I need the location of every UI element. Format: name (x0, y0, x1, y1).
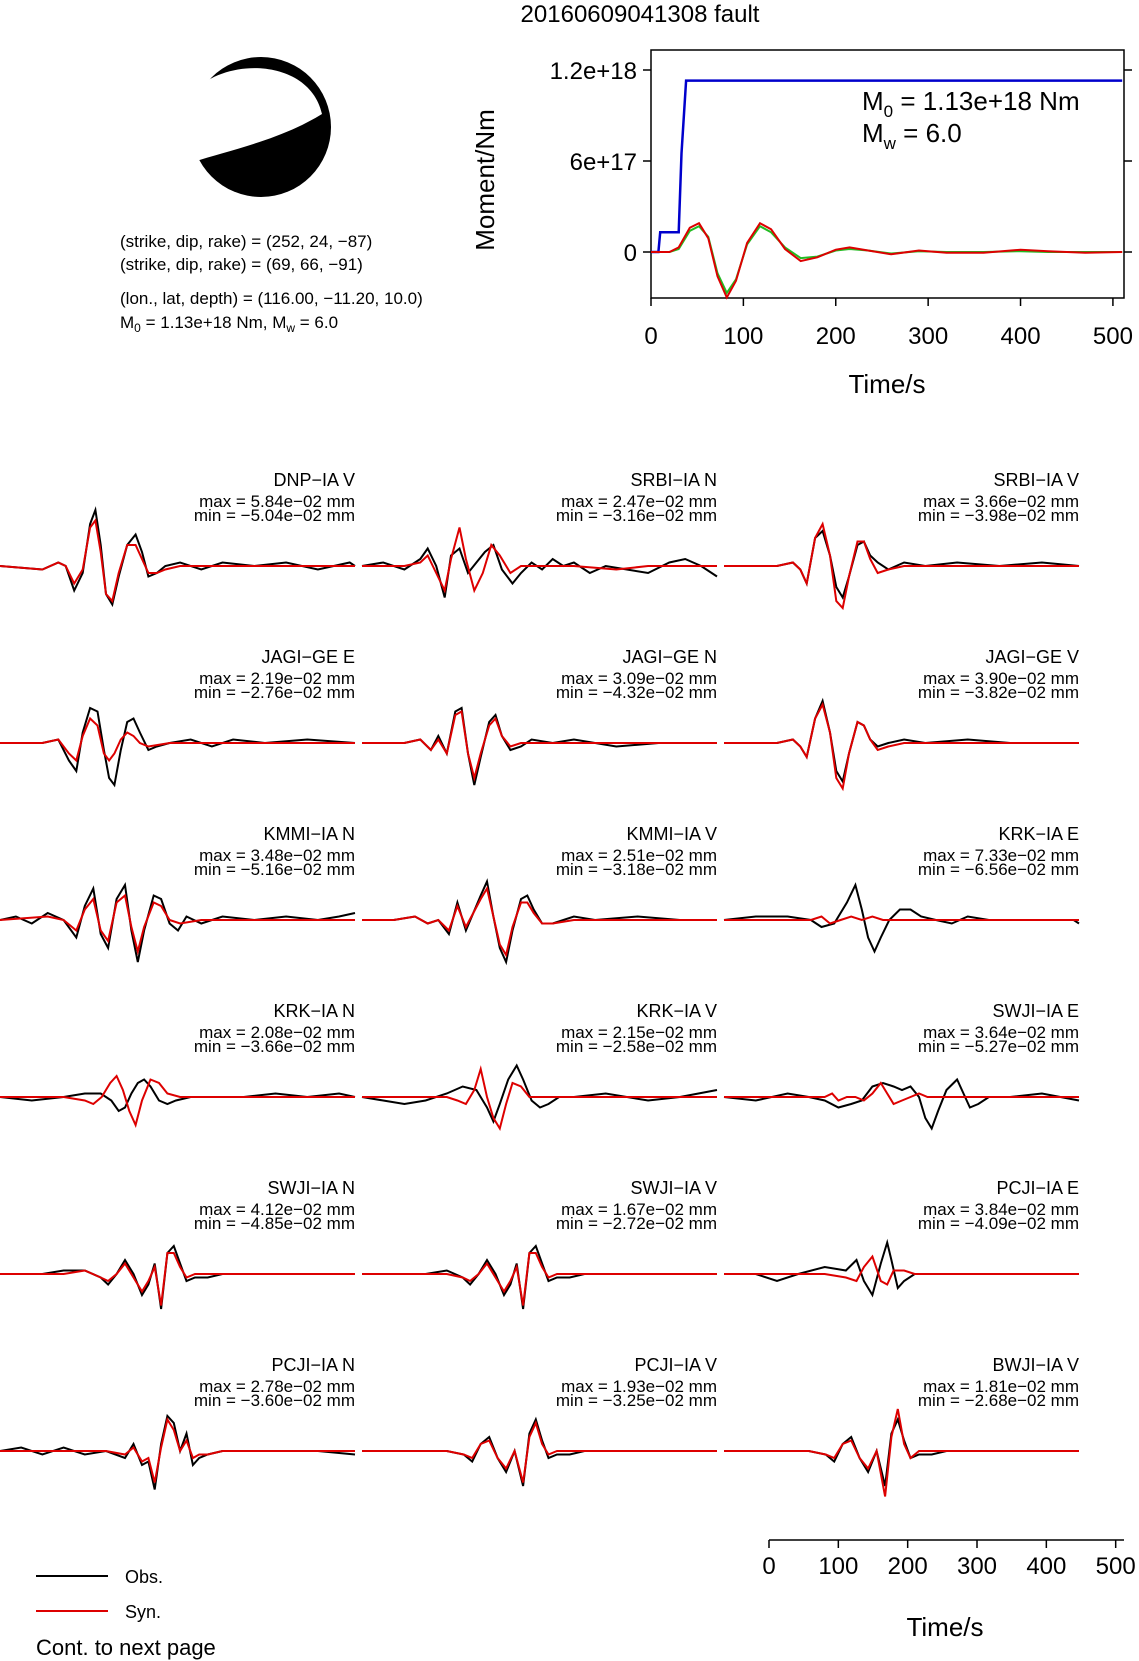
moment-series-1 (651, 226, 1122, 293)
station-min: min = −6.56e−02 mm (917, 860, 1079, 879)
waveform-panel (0, 1178, 355, 1309)
mechanism-line-3: (lon., lat, depth) = (116.00, −11.20, 10.0) (120, 289, 423, 308)
station-max: max = 2.78e−02 mm (199, 1377, 355, 1396)
figure-title: 20160609041308 fault (520, 1, 760, 28)
synthetic-trace (362, 889, 717, 956)
waveform-panel (362, 470, 717, 598)
moment-series-2 (651, 223, 1122, 297)
waveform-panel (362, 1178, 717, 1309)
legend-obs-label: Obs. (125, 1567, 164, 1587)
waveform-xtick-label: 200 (887, 1553, 928, 1580)
mw-label: $M_w = 6.0$ (862, 118, 962, 153)
station-min: min = −3.82e−02 mm (917, 683, 1079, 702)
moment-ylabel: Moment/Nm (470, 109, 500, 251)
station-min: min = −4.85e−02 mm (193, 1214, 355, 1233)
station-name: SWJI−IA V (630, 1178, 717, 1198)
observed-trace (362, 545, 717, 598)
synthetic-trace (724, 705, 1079, 789)
station-min: min = −5.16e−02 mm (193, 860, 355, 879)
station-min: min = −3.25e−02 mm (555, 1391, 717, 1410)
observed-trace (724, 885, 1079, 952)
station-min: min = −3.18e−02 mm (555, 860, 717, 879)
observed-trace (0, 1416, 355, 1490)
station-min: min = −5.04e−02 mm (193, 506, 355, 525)
station-min: min = −2.72e−02 mm (555, 1214, 717, 1233)
moment-xlabel: Time/s (848, 369, 926, 399)
observed-trace (362, 708, 717, 785)
footer-note: Cont. to next page (36, 1635, 216, 1660)
waveform-panel (0, 470, 355, 605)
moment-xtick-label: 200 (815, 323, 856, 350)
station-min: min = −2.76e−02 mm (193, 683, 355, 702)
moment-xtick-label: 0 (644, 323, 658, 350)
station-max: max = 4.12e−02 mm (199, 1200, 355, 1219)
moment-xtick-label: 400 (1000, 323, 1041, 350)
station-min: min = −5.27e−02 mm (917, 1037, 1079, 1056)
station-name: KRK−IA E (998, 824, 1079, 844)
station-min: min = −3.98e−02 mm (917, 506, 1079, 525)
station-max: max = 3.48e−02 mm (199, 846, 355, 865)
station-max: max = 3.84e−02 mm (923, 1200, 1079, 1219)
synthetic-trace (362, 712, 717, 779)
synthetic-trace (0, 896, 355, 952)
waveform-xtick-label: 300 (956, 1553, 998, 1580)
waveform-panel (724, 824, 1079, 952)
waveform-time-axis (762, 1540, 1135, 1642)
station-name: SRBI−IA N (630, 470, 717, 490)
synthetic-trace (0, 521, 355, 602)
station-name: SWJI−IA E (992, 1001, 1079, 1021)
station-min: min = −2.58e−02 mm (555, 1037, 717, 1056)
waveform-grid (0, 470, 1079, 1497)
waveform-xtick-label: 0 (762, 1553, 776, 1580)
observed-trace (724, 531, 1079, 598)
station-max: max = 3.66e−02 mm (923, 492, 1079, 511)
station-min: min = −4.32e−02 mm (555, 683, 717, 702)
waveform-panel (724, 1178, 1079, 1295)
synthetic-trace (724, 1083, 1079, 1104)
observed-trace (724, 1243, 1079, 1296)
station-name: KMMI−IA N (263, 824, 355, 844)
station-max: max = 3.90e−02 mm (923, 669, 1079, 688)
station-name: DNP−IA V (273, 470, 355, 490)
synthetic-trace (724, 1409, 1079, 1497)
station-name: PCJI−IA V (634, 1355, 717, 1375)
synthetic-trace (724, 524, 1079, 608)
waveform-panel (0, 1001, 355, 1125)
waveform-panel (724, 1355, 1079, 1497)
station-max: max = 3.09e−02 mm (561, 669, 717, 688)
moment-ytick-label: 1.2e+18 (549, 58, 637, 85)
station-min: min = −4.09e−02 mm (917, 1214, 1079, 1233)
station-name: KRK−IA V (636, 1001, 717, 1021)
waveform-panel (0, 824, 355, 962)
observed-trace (0, 1246, 355, 1309)
station-name: KMMI−IA V (626, 824, 717, 844)
synthetic-trace (724, 917, 1079, 924)
station-max: max = 2.08e−02 mm (199, 1023, 355, 1042)
station-max: max = 7.33e−02 mm (923, 846, 1079, 865)
moment-ytick-label: 6e+17 (569, 149, 637, 176)
observed-trace (362, 1420, 717, 1487)
waveform-panel (362, 647, 717, 785)
moment-xtick-label: 100 (723, 323, 764, 350)
station-name: PCJI−IA E (996, 1178, 1079, 1198)
synthetic-trace (0, 1253, 355, 1306)
station-min: min = −3.60e−02 mm (193, 1391, 355, 1410)
station-min: min = −3.66e−02 mm (193, 1037, 355, 1056)
waveform-xlabel: Time/s (906, 1612, 984, 1642)
synthetic-trace (362, 528, 717, 591)
station-max: max = 3.64e−02 mm (923, 1023, 1079, 1042)
mechanism-text (120, 232, 423, 335)
waveform-panel (0, 1355, 355, 1490)
station-min: min = −3.16e−02 mm (555, 506, 717, 525)
station-name: BWJI−IA V (992, 1355, 1079, 1375)
waveform-xtick-label: 500 (1095, 1553, 1136, 1580)
observed-trace (362, 1246, 717, 1309)
waveform-panel (362, 1355, 717, 1486)
observed-trace (724, 701, 1079, 782)
mechanism-line-4: $M_0 = 1.13e+18$ Nm, $M_w = 6.0$ (120, 313, 339, 335)
waveform-xtick-label: 100 (818, 1553, 859, 1580)
moment-rate-plot (470, 50, 1133, 399)
waveform-panel (362, 1001, 717, 1129)
legend (36, 1567, 163, 1622)
waveform-panel (724, 470, 1079, 608)
mechanism-line-2: (strike, dip, rake) = (69, 66, −91) (120, 255, 363, 274)
station-max: max = 1.67e−02 mm (561, 1200, 717, 1219)
station-name: KRK−IA N (273, 1001, 355, 1021)
station-name: JAGI−GE N (622, 647, 717, 667)
observed-trace (362, 1066, 717, 1122)
beachball (187, 57, 331, 197)
moment-xtick-label: 300 (908, 323, 949, 350)
observed-trace (724, 1080, 1079, 1129)
station-max: max = 5.84e−02 mm (199, 492, 355, 511)
station-name: JAGI−GE V (985, 647, 1079, 667)
station-name: PCJI−IA N (271, 1355, 355, 1375)
station-name: SRBI−IA V (993, 470, 1079, 490)
station-max: max = 2.51e−02 mm (561, 846, 717, 865)
mechanism-line-1: (strike, dip, rake) = (252, 24, −87) (120, 232, 373, 251)
waveform-panel (0, 647, 355, 785)
station-max: max = 2.47e−02 mm (561, 492, 717, 511)
observed-trace (0, 708, 355, 785)
station-min: min = −2.68e−02 mm (917, 1391, 1079, 1410)
waveform-panel (724, 647, 1079, 789)
station-name: SWJI−IA N (267, 1178, 355, 1198)
moment-xtick-label: 500 (1092, 323, 1133, 350)
synthetic-trace (362, 1253, 717, 1306)
station-name: JAGI−GE E (261, 647, 355, 667)
waveform-panel (724, 1001, 1079, 1129)
m0-label: $M_0 = 1.13e+18$ Nm (862, 86, 1080, 121)
station-max: max = 1.93e−02 mm (561, 1377, 717, 1396)
station-max: max = 1.81e−02 mm (923, 1377, 1079, 1396)
waveform-panel (362, 824, 717, 962)
legend-syn-label: Syn. (125, 1602, 162, 1622)
station-max: max = 2.15e−02 mm (561, 1023, 717, 1042)
synthetic-trace (0, 1420, 355, 1483)
synthetic-trace (362, 1423, 717, 1483)
moment-ytick-label: 0 (623, 240, 637, 267)
waveform-xtick-label: 400 (1026, 1553, 1067, 1580)
station-max: max = 2.19e−02 mm (199, 669, 355, 688)
